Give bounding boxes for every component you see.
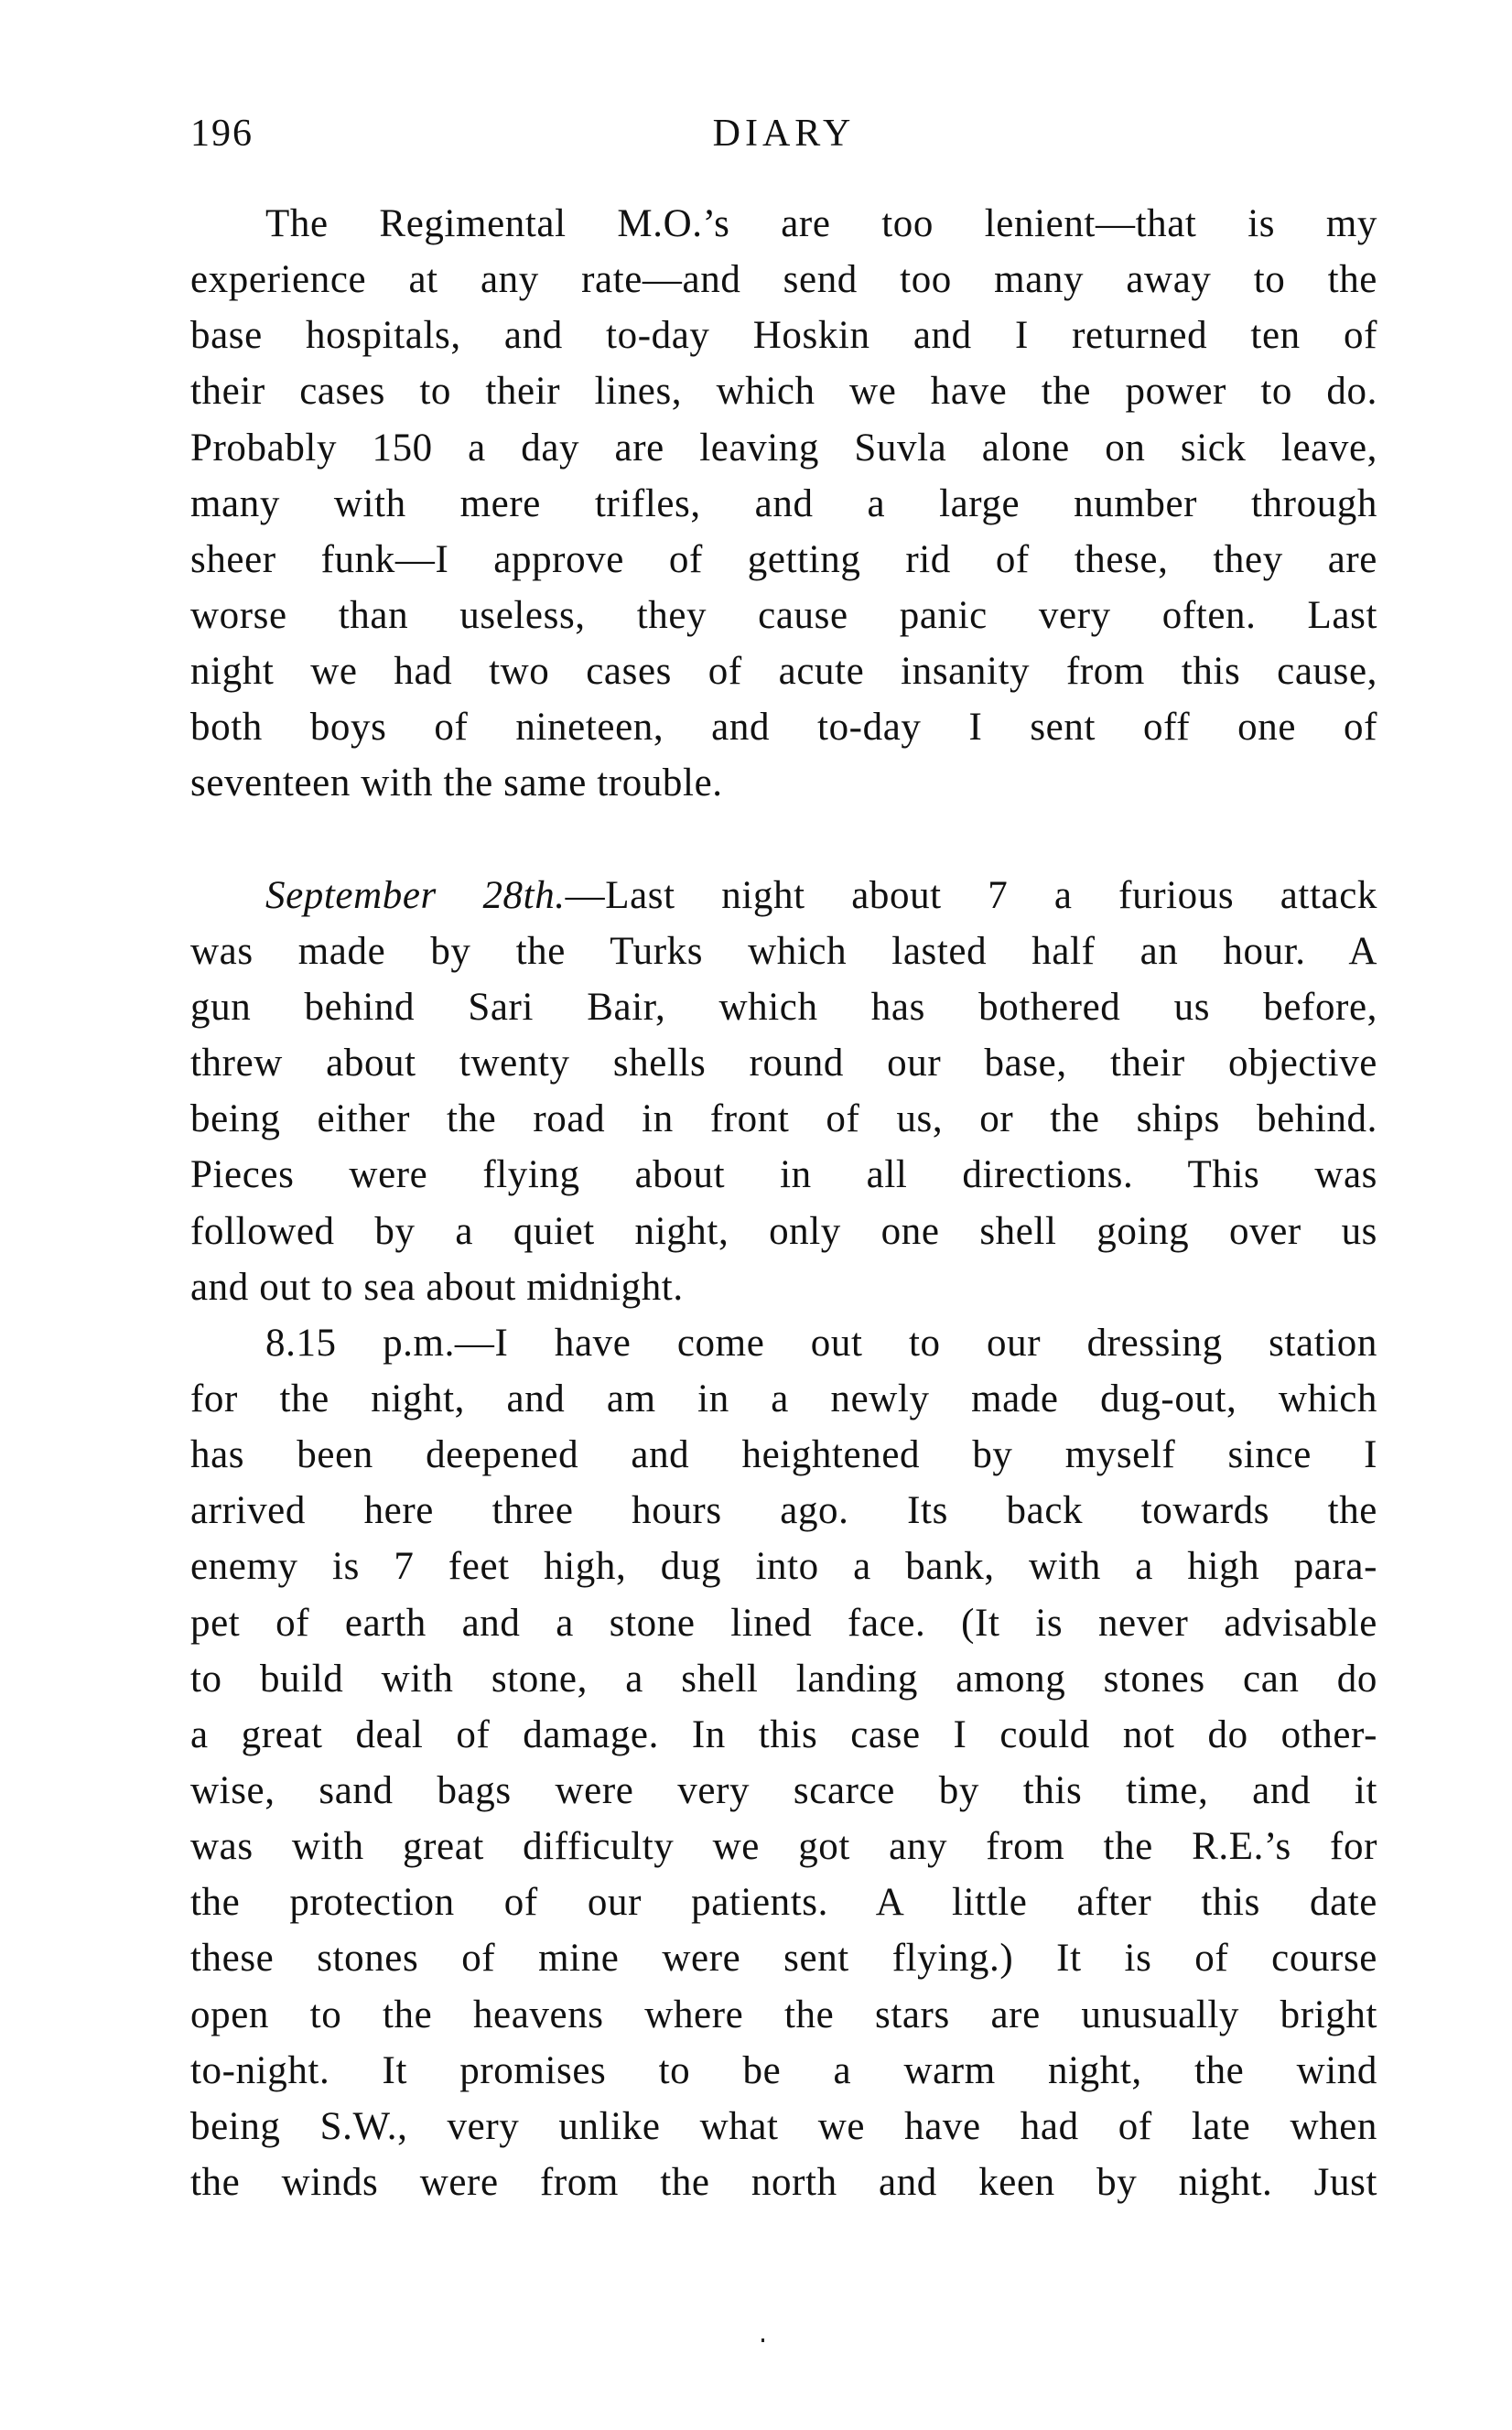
- text-line: open to the heavens where the stars are unusually bright: [190, 1993, 1377, 2036]
- text-line: seventeen with the same trouble.: [190, 761, 723, 805]
- paragraph-3: [190, 1315, 1377, 2210]
- date-label: September 28th.: [265, 873, 566, 917]
- text-line: for the night, and am in a newly made dug-out, which: [190, 1377, 1377, 1420]
- text-line: night we had two cases of acute insanity from this cause,: [190, 650, 1377, 694]
- paragraph-gap: [190, 812, 1377, 868]
- text-line: being either the road in front of us, or the ships behind.: [190, 1097, 1377, 1141]
- text-line: base hospitals, and to-day Hoskin and I returned ten of: [190, 314, 1377, 358]
- text-line: enemy is 7 feet high, dug into a bank, with a high para-: [190, 1545, 1377, 1589]
- text-line: the protection of our patients. A little after this date: [190, 1881, 1377, 1925]
- text-line: their cases to their lines, which we have the power to do.: [190, 370, 1377, 414]
- paragraph-1: [190, 196, 1377, 812]
- text-line: gun behind Sari Bair, which has bothered us before,: [190, 985, 1377, 1029]
- running-head: [190, 112, 1377, 167]
- text-line: was with great difficulty we got any from the R.E.’s for: [190, 1825, 1377, 1869]
- text-line: these stones of mine were sent flying.) It is of course: [190, 1937, 1377, 1981]
- text-line: arrived here three hours ago. Its back towards the: [190, 1489, 1377, 1533]
- paragraph-2: [190, 868, 1377, 1315]
- text-line: was made by the Turks which lasted half an hour. A: [190, 929, 1377, 973]
- text-line: sheer funk—I approve of getting rid of these, they are: [190, 537, 1377, 581]
- text-line: has been deepened and heightened by myself since I: [190, 1433, 1377, 1477]
- text-line: a great deal of damage. In this case I could not do other-: [190, 1712, 1377, 1756]
- print-speck: [761, 2338, 764, 2342]
- text-line: wise, sand bags were very scarce by this time, and it: [190, 1768, 1377, 1812]
- text-line: 8.15 p.m.—I have come out to our dressing station: [265, 1321, 1377, 1365]
- text-line: experience at any rate—and send too many away to the: [190, 258, 1377, 302]
- text-line: to build with stone, a shell landing among stones can do: [190, 1657, 1377, 1701]
- text-line: The Regimental M.O.’s are too lenient—that is my: [265, 202, 1377, 245]
- text-line: pet of earth and a stone lined face. (It is never advisable: [190, 1601, 1377, 1645]
- text-line: both boys of nineteen, and to-day I sent off one of: [190, 706, 1377, 750]
- text-line: and out to sea about midnight.: [190, 1265, 684, 1309]
- text-line: the winds were from the north and keen by night. Just: [190, 2160, 1377, 2204]
- text-line: to-night. It promises to be a warm night, the wind: [190, 2048, 1377, 2092]
- body-text: [190, 196, 1377, 2210]
- running-title: DIARY: [712, 113, 856, 155]
- text-line: followed by a quiet night, only one shell going over us: [190, 1209, 1377, 1253]
- text-line: [190, 868, 1377, 923]
- page-number: 196: [190, 113, 254, 155]
- text-line: threw about twenty shells round our base, their objective: [190, 1042, 1377, 1085]
- text-line: being S.W., very unlike what we have had of late when: [190, 2104, 1377, 2148]
- text-line-rest: —Last night about 7 a furious attack: [565, 873, 1378, 917]
- text-line: many with mere trifles, and a large number through: [190, 481, 1377, 525]
- text-line: worse than useless, they cause panic very often. Last: [190, 593, 1377, 637]
- text-line: Probably 150 a day are leaving Suvla alone on sick leave,: [190, 426, 1377, 470]
- text-line: Pieces were flying about in all directions. This was: [190, 1153, 1377, 1197]
